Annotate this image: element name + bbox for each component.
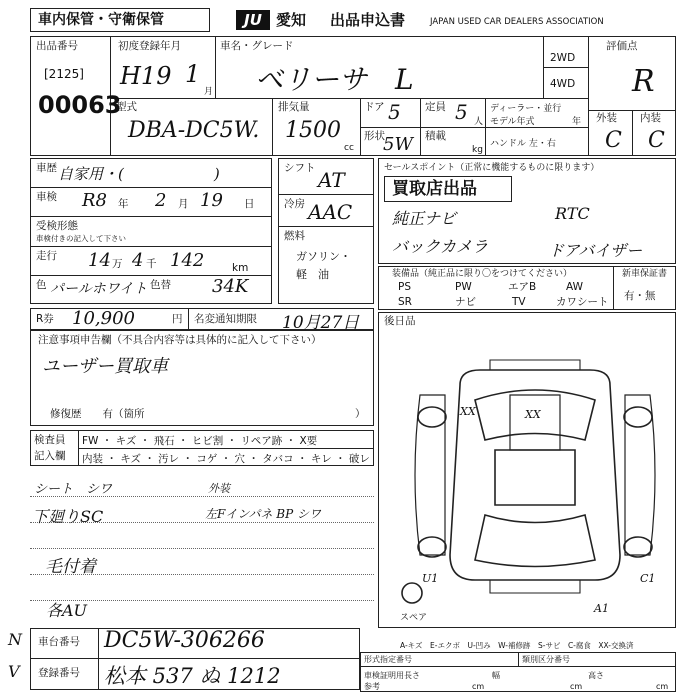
form-title: 出品申込書 bbox=[330, 11, 406, 29]
rear-label: 後日品 bbox=[384, 315, 416, 327]
ref-label: 参考 bbox=[364, 682, 380, 691]
doors-label: ドア bbox=[364, 101, 385, 113]
shaken-month-unit: 月 bbox=[178, 198, 189, 210]
reg-month-unit: 月 bbox=[204, 87, 214, 97]
equip-airbag: エアB bbox=[508, 281, 537, 293]
rticket-label: R券 bbox=[36, 313, 54, 325]
note-6: 各AU bbox=[46, 601, 88, 620]
doors-value: 5 bbox=[388, 100, 401, 124]
shaken-label: 車検 bbox=[36, 191, 57, 203]
diagram-xx-2: XX bbox=[525, 408, 541, 421]
inspect-row-2: 内装 ・ キズ ・ 汚レ ・ コゲ ・ 穴 ・ タバコ ・ キレ ・ 破レ bbox=[82, 453, 370, 465]
load-label: 積載 bbox=[425, 130, 446, 142]
height-label: 高さ bbox=[588, 671, 604, 680]
note-4: 左Fインパネ BP シワ bbox=[205, 507, 322, 521]
diagram-c1: C1 bbox=[640, 572, 656, 585]
displacement-label: 排気量 bbox=[278, 101, 310, 113]
repair-hist-close: ） bbox=[355, 408, 366, 420]
shaken-year-unit: 年 bbox=[118, 198, 129, 210]
kg-label: kg bbox=[472, 145, 483, 155]
length-label: 長さ bbox=[404, 671, 420, 680]
reg-no-label: 登録番号 bbox=[38, 667, 80, 679]
reg-year: H19 bbox=[120, 62, 172, 90]
ju-logo: JU bbox=[236, 10, 270, 30]
eval-label: 評価点 bbox=[606, 40, 638, 52]
mark-n: N bbox=[8, 630, 22, 649]
equip-navi: ナビ bbox=[455, 296, 476, 308]
fuel-label: 燃料 bbox=[284, 230, 305, 242]
chassis-label: 車台番号 bbox=[38, 636, 80, 648]
interior-label: 内装 bbox=[640, 112, 661, 124]
inspector-label: 検査員 bbox=[34, 434, 66, 446]
reception-note: 車検付きの記入して下さい bbox=[36, 234, 126, 243]
sales-title: 買取店出品 bbox=[392, 179, 477, 199]
sen-unit: 千 bbox=[146, 258, 157, 270]
name-change-label: 名変通知期限 bbox=[194, 313, 257, 325]
reg-month: 1 bbox=[185, 60, 201, 88]
sales-item-1: 純正ナビ bbox=[392, 209, 457, 228]
cert-class-label: 類別区分番号 bbox=[522, 655, 570, 664]
mileage-rest: 142 bbox=[170, 250, 205, 271]
sales-item-3: バックカメラ bbox=[392, 237, 489, 256]
shaken-month: 2 bbox=[155, 190, 167, 211]
inspect-row-1: FW ・ キズ ・ 飛石 ・ ヒビ割 ・ リペア跡 ・ X要 bbox=[82, 435, 318, 447]
car-name-label: 車名・グレード bbox=[220, 40, 294, 52]
caution-label: 注意事項申告欄（不具合内容等は具体的に記入して下さい） bbox=[38, 334, 322, 346]
spare-label: スペア bbox=[400, 613, 428, 623]
aircon-label: 冷房 bbox=[284, 198, 305, 210]
lot-prefix: [2125] bbox=[44, 67, 84, 81]
rticket-yen: 円 bbox=[172, 313, 183, 325]
diagram-u1: U1 bbox=[422, 572, 439, 585]
lot-no-value: 00063 bbox=[38, 91, 122, 119]
note-3: 外装 bbox=[208, 482, 230, 495]
displacement-value: 1500 bbox=[285, 118, 341, 143]
assoc-name: JAPAN USED CAR DEALERS ASSOCIATION bbox=[430, 17, 604, 27]
man-unit: 万 bbox=[112, 258, 123, 270]
equip-label: 装備品（純正品に限り〇をつけてください） bbox=[392, 269, 573, 279]
entry-label: 記入欄 bbox=[34, 450, 66, 462]
exterior-label: 外装 bbox=[596, 112, 617, 124]
mileage-label: 走行 bbox=[36, 250, 57, 262]
reg-no-value: 松本 537 ぬ 1212 bbox=[104, 664, 281, 688]
history-label: 車歴 bbox=[36, 162, 57, 174]
repair-hist-label: 修復歴 有（箇所 bbox=[50, 408, 145, 420]
width-cm: cm bbox=[570, 682, 583, 691]
equip-leather: カワシート bbox=[556, 296, 609, 308]
shaken-day: 19 bbox=[200, 190, 223, 211]
color-change-label: 色替 bbox=[150, 279, 171, 291]
equip-ps: PS bbox=[398, 281, 411, 293]
diagram-xx-1: XX bbox=[460, 405, 476, 418]
int-value: C bbox=[648, 128, 665, 153]
capacity-label: 定員 bbox=[425, 101, 446, 113]
shape-value: 5W bbox=[383, 134, 413, 155]
car-name-value: ベリーサ L bbox=[255, 63, 414, 96]
dealer-label: ディーラー・並行 bbox=[490, 104, 562, 114]
car-damage-diagram bbox=[400, 355, 670, 615]
note-1: シート シワ bbox=[34, 482, 113, 497]
model-year-unit: 年 bbox=[572, 117, 582, 127]
history-value: 自家用・( ) bbox=[58, 165, 220, 183]
pref-opts: 有・無 bbox=[624, 290, 656, 302]
cc-label: cc bbox=[344, 143, 354, 153]
sales-item-4: ドアバイザー bbox=[548, 241, 643, 260]
shift-value: AT bbox=[318, 168, 345, 192]
sales-item-2: RTC bbox=[555, 204, 590, 223]
model-label: 型式 bbox=[116, 101, 137, 113]
org-name: 愛知 bbox=[276, 11, 307, 29]
damage-legend: A-キズ E-エクボ U-凹み W-補修跡 S-サビ C-腐食 XX-交換済 bbox=[400, 641, 634, 650]
name-change-value: 10月27日 bbox=[282, 313, 360, 333]
caution-note: ユーザー買取車 bbox=[42, 356, 168, 377]
person-label: 人 bbox=[474, 117, 484, 127]
twowd-label: 2WD bbox=[550, 52, 576, 64]
pref-guarantee-label: 新車保証書 bbox=[622, 269, 668, 279]
shaken-era: R8 bbox=[82, 190, 108, 211]
first-reg-label: 初度登録年月 bbox=[118, 40, 181, 52]
cert-model-label: 形式指定番号 bbox=[364, 655, 412, 664]
lot-no-label: 出品番号 bbox=[36, 40, 78, 52]
shape-label: 形状 bbox=[364, 130, 385, 142]
equip-aw: AW bbox=[566, 281, 583, 293]
vin-cert-label: 車検証明用 bbox=[364, 671, 404, 680]
ext-value: C bbox=[605, 128, 622, 153]
fourwd-label: 4WD bbox=[550, 78, 576, 90]
km-unit: km bbox=[232, 262, 249, 274]
model-year-label: モデル年式 bbox=[490, 117, 535, 127]
note-2: 下廻りSC bbox=[32, 507, 104, 526]
mileage-man: 14 bbox=[88, 250, 111, 271]
equip-sr: SR bbox=[398, 296, 412, 308]
sales-point-label: セールスポイント（正常に機能するものに限ります） bbox=[384, 163, 600, 173]
equip-tv: TV bbox=[512, 296, 526, 308]
shift-label: シフト bbox=[284, 162, 316, 174]
capacity-value: 5 bbox=[455, 100, 468, 124]
color-value: パールホワイト bbox=[50, 281, 148, 297]
width-label: 幅 bbox=[492, 671, 500, 680]
model-code-value: DBA-DC5W. bbox=[128, 118, 260, 143]
storage-note: 車内保管・守衛保管 bbox=[38, 12, 164, 28]
mark-v: V bbox=[8, 662, 20, 681]
grade-value: R bbox=[632, 64, 655, 99]
note-5: 毛付着 bbox=[45, 557, 96, 577]
reception-label: 受検形態 bbox=[36, 220, 78, 232]
shaken-day-unit: 日 bbox=[244, 198, 255, 210]
diagram-a1: A1 bbox=[594, 602, 609, 615]
color-label: 色 bbox=[36, 279, 47, 291]
aircon-value: AAC bbox=[308, 200, 353, 224]
rticket-value: 10,900 bbox=[72, 308, 135, 329]
color-code: 34K bbox=[212, 276, 249, 297]
mileage-sen: 4 bbox=[132, 250, 144, 271]
chassis-value: DC5W-306266 bbox=[104, 628, 265, 653]
equip-pw: PW bbox=[455, 281, 472, 293]
fuel-value: ガソリン・軽 油 bbox=[296, 250, 351, 281]
handle-label: ハンドル 左・右 bbox=[490, 139, 556, 149]
height-cm: cm bbox=[656, 682, 669, 691]
length-cm: cm bbox=[472, 682, 485, 691]
